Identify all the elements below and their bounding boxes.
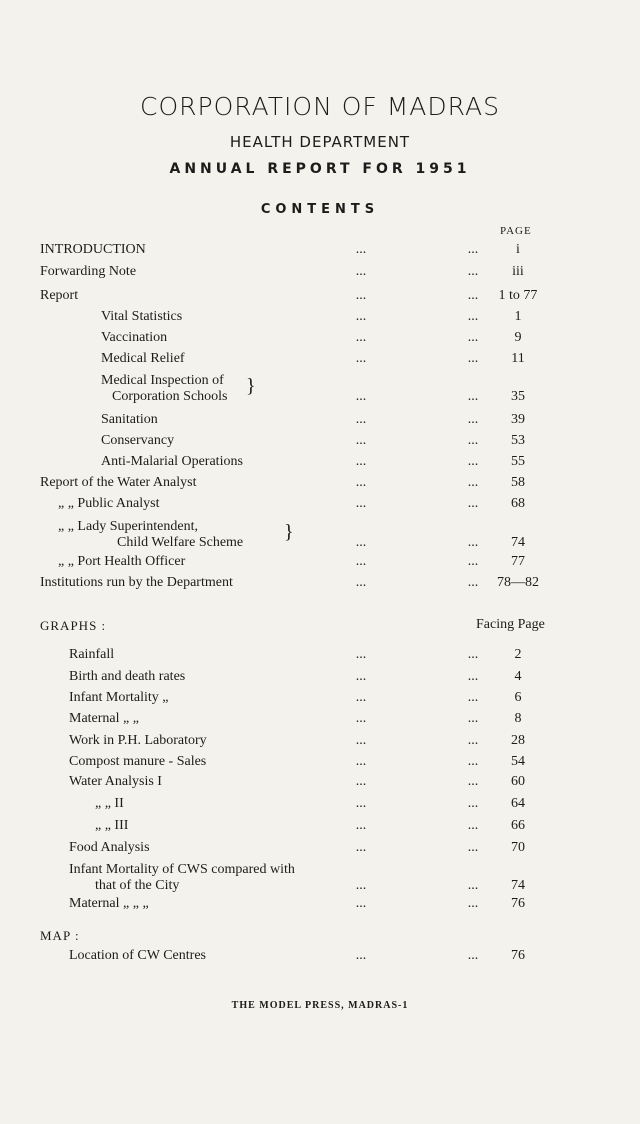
leader-dots: ... bbox=[355, 412, 367, 427]
leader-dots: ... bbox=[467, 818, 479, 833]
page-number: 60 bbox=[511, 774, 525, 789]
leader-dots: ... bbox=[467, 330, 479, 345]
entry-title: Conservancy bbox=[101, 433, 175, 448]
leader-dots: ... bbox=[467, 690, 479, 705]
list-row bbox=[0, 519, 640, 550]
list-row bbox=[0, 475, 640, 495]
leader-dots: ... bbox=[467, 309, 479, 324]
leader-dots: ... bbox=[467, 840, 479, 855]
leader-dots: ... bbox=[355, 840, 367, 855]
entry-title: Vital Statistics bbox=[101, 309, 183, 324]
page-number: 6 bbox=[514, 690, 522, 705]
list-row bbox=[0, 711, 640, 731]
leader-dots: ... bbox=[355, 690, 367, 705]
map-heading: MAP : bbox=[40, 928, 80, 943]
list-row bbox=[0, 818, 640, 838]
list-row bbox=[0, 242, 640, 262]
list-row bbox=[0, 774, 640, 794]
leader-dots: ... bbox=[355, 669, 367, 684]
graphs-heading: GRAPHS : bbox=[40, 618, 107, 633]
entry-title: „ „ II bbox=[95, 796, 124, 811]
list-row bbox=[0, 433, 640, 453]
list-row bbox=[0, 575, 640, 595]
entry-title: Anti-Malarial Operations bbox=[101, 454, 243, 469]
leader-dots: ... bbox=[355, 948, 367, 963]
page-column-label: PAGE bbox=[500, 225, 532, 237]
page-number: 58 bbox=[511, 475, 525, 490]
list-row bbox=[0, 496, 640, 516]
list-row bbox=[0, 288, 640, 308]
list-row bbox=[0, 554, 640, 574]
leader-dots: ... bbox=[467, 433, 479, 448]
page-number: 53 bbox=[511, 433, 525, 448]
department-title: HEALTH DEPARTMENT bbox=[229, 133, 411, 151]
leader-dots: ... bbox=[467, 496, 479, 511]
entry-title: Food Analysis bbox=[69, 840, 150, 855]
list-row bbox=[0, 690, 640, 710]
list-row bbox=[0, 373, 640, 404]
leader-dots: ... bbox=[467, 733, 479, 748]
leader-dots: ... bbox=[355, 818, 367, 833]
leader-dots: ... bbox=[355, 309, 367, 324]
entry-title: Birth and death rates bbox=[69, 669, 186, 684]
leader-dots: ... bbox=[355, 433, 367, 448]
brace-mark: } bbox=[284, 521, 294, 543]
list-row bbox=[0, 351, 640, 371]
list-row bbox=[0, 412, 640, 432]
entry-title: Report bbox=[40, 288, 79, 303]
leader-dots: ... bbox=[467, 796, 479, 811]
leader-dots: ... bbox=[467, 535, 479, 550]
entry-title: Maternal „ „ bbox=[69, 711, 139, 726]
entry-title: Forwarding Note bbox=[40, 264, 137, 279]
page-number: 11 bbox=[511, 351, 525, 366]
entry-title: „ „ Lady Superintendent, bbox=[58, 519, 198, 534]
leader-dots: ... bbox=[467, 288, 479, 303]
list-row bbox=[0, 264, 640, 284]
entry-title: Infant Mortality „ bbox=[69, 690, 169, 705]
page-number: 8 bbox=[514, 711, 522, 726]
leader-dots: ... bbox=[355, 796, 367, 811]
page-number: 74 bbox=[511, 535, 525, 550]
entry-title: Institutions run by the Department bbox=[40, 575, 233, 590]
leader-dots: ... bbox=[467, 948, 479, 963]
leader-dots: ... bbox=[355, 754, 367, 769]
page-number: 76 bbox=[511, 896, 525, 911]
entry-title: Medical Inspection of bbox=[101, 373, 224, 388]
page-number: 74 bbox=[511, 878, 525, 893]
list-row bbox=[0, 796, 640, 816]
page-number: 64 bbox=[511, 796, 525, 811]
list-row bbox=[0, 754, 640, 774]
leader-dots: ... bbox=[467, 754, 479, 769]
leader-dots: ... bbox=[467, 711, 479, 726]
leader-dots: ... bbox=[467, 351, 479, 366]
entry-title-continued: Corporation Schools bbox=[112, 389, 228, 404]
page-number: 55 bbox=[511, 454, 525, 469]
leader-dots: ... bbox=[467, 878, 479, 893]
leader-dots: ... bbox=[355, 535, 367, 550]
corporation-title: CORPORATION OF MADRAS bbox=[139, 92, 500, 121]
entry-title: Vaccination bbox=[101, 330, 168, 345]
facing-page-label: Facing Page bbox=[476, 617, 545, 632]
leader-dots: ... bbox=[355, 264, 367, 279]
leader-dots: ... bbox=[355, 475, 367, 490]
leader-dots: ... bbox=[467, 774, 479, 789]
leader-dots: ... bbox=[355, 288, 367, 303]
leader-dots: ... bbox=[355, 330, 367, 345]
entry-title-continued: Child Welfare Scheme bbox=[117, 535, 244, 550]
entry-title: Rainfall bbox=[69, 647, 115, 662]
page-number: 68 bbox=[511, 496, 525, 511]
printer-footer: THE MODEL PRESS, MADRAS-1 bbox=[231, 1000, 409, 1011]
leader-dots: ... bbox=[467, 389, 479, 404]
list-row bbox=[0, 733, 640, 753]
entry-title: Location of CW Centres bbox=[69, 948, 206, 963]
leader-dots: ... bbox=[467, 554, 479, 569]
entry-title: Medical Relief bbox=[101, 351, 185, 366]
leader-dots: ... bbox=[467, 454, 479, 469]
leader-dots: ... bbox=[355, 454, 367, 469]
leader-dots: ... bbox=[355, 575, 367, 590]
list-row bbox=[0, 330, 640, 350]
entry-title: „ „ Port Health Officer bbox=[58, 554, 186, 569]
page-number: 1 to 77 bbox=[498, 288, 538, 303]
leader-dots: ... bbox=[355, 711, 367, 726]
leader-dots: ... bbox=[467, 242, 479, 257]
page-number: 78—82 bbox=[497, 575, 539, 590]
list-row bbox=[0, 454, 640, 474]
entry-title: Work in P.H. Laboratory bbox=[69, 733, 207, 748]
page-number: 1 bbox=[514, 309, 522, 324]
entry-title: INTRODUCTION bbox=[40, 242, 146, 257]
leader-dots: ... bbox=[355, 733, 367, 748]
entry-title-continued: that of the City bbox=[95, 878, 180, 893]
page-number: i bbox=[516, 242, 520, 257]
page-number: 77 bbox=[511, 554, 525, 569]
list-row bbox=[0, 896, 640, 916]
page-number: 76 bbox=[511, 948, 525, 963]
leader-dots: ... bbox=[467, 896, 479, 911]
contents-heading: CONTENTS bbox=[260, 202, 380, 217]
page-number: 2 bbox=[514, 647, 522, 662]
leader-dots: ... bbox=[355, 351, 367, 366]
page-number: 4 bbox=[514, 669, 522, 684]
list-row bbox=[0, 840, 640, 860]
entry-title: Infant Mortality of CWS compared with bbox=[69, 862, 295, 877]
page-number: 35 bbox=[511, 389, 525, 404]
page-number: 66 bbox=[511, 818, 525, 833]
leader-dots: ... bbox=[467, 412, 479, 427]
leader-dots: ... bbox=[355, 554, 367, 569]
brace-mark: } bbox=[246, 375, 256, 397]
leader-dots: ... bbox=[355, 647, 367, 662]
leader-dots: ... bbox=[355, 389, 367, 404]
list-row bbox=[0, 862, 640, 893]
entry-title: „ „ Public Analyst bbox=[58, 496, 160, 511]
list-row bbox=[0, 309, 640, 329]
leader-dots: ... bbox=[467, 669, 479, 684]
page-number: 39 bbox=[511, 412, 525, 427]
entry-title: „ „ III bbox=[95, 818, 129, 833]
leader-dots: ... bbox=[355, 878, 367, 893]
entry-title: Compost manure - Sales bbox=[69, 754, 207, 769]
leader-dots: ... bbox=[355, 242, 367, 257]
page-number: 9 bbox=[514, 330, 522, 345]
leader-dots: ... bbox=[467, 575, 479, 590]
page-number: 28 bbox=[511, 733, 525, 748]
leader-dots: ... bbox=[355, 896, 367, 911]
leader-dots: ... bbox=[355, 496, 367, 511]
page-number: 54 bbox=[511, 754, 525, 769]
entry-title: Maternal „ „ „ bbox=[69, 896, 149, 911]
page-number: 70 bbox=[511, 840, 525, 855]
leader-dots: ... bbox=[355, 774, 367, 789]
entry-title: Water Analysis I bbox=[69, 774, 162, 789]
list-row bbox=[0, 669, 640, 689]
page-number: iii bbox=[512, 264, 524, 279]
leader-dots: ... bbox=[467, 264, 479, 279]
leader-dots: ... bbox=[467, 475, 479, 490]
report-title: ANNUAL REPORT FOR 1951 bbox=[169, 161, 471, 177]
entry-title: Sanitation bbox=[101, 412, 158, 427]
leader-dots: ... bbox=[467, 647, 479, 662]
entry-title: Report of the Water Analyst bbox=[40, 475, 197, 490]
list-row bbox=[0, 647, 640, 667]
list-row bbox=[0, 948, 640, 968]
